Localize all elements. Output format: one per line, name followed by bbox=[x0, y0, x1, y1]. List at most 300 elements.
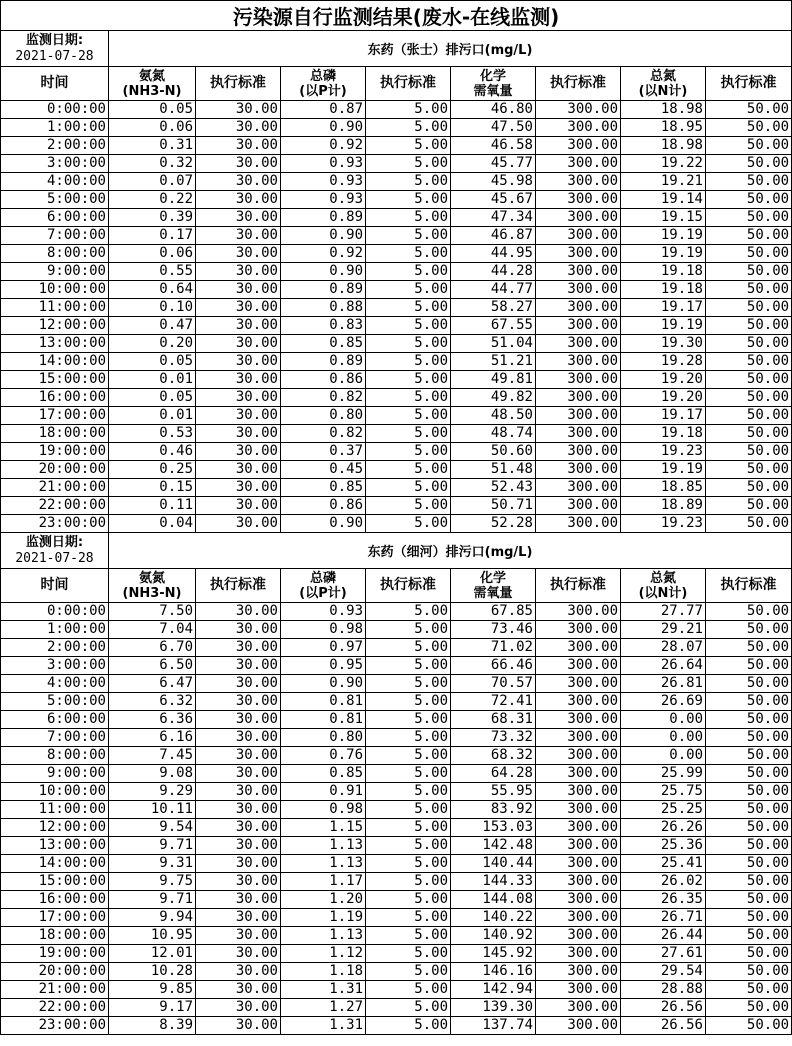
cell-time: 4:00:00 bbox=[1, 173, 109, 191]
cell-tp: 1.12 bbox=[281, 945, 366, 963]
cell-tp: 0.37 bbox=[281, 443, 366, 461]
cell-std1: 30.00 bbox=[196, 245, 281, 263]
table-row bbox=[1, 945, 792, 963]
cell-nh3: 0.04 bbox=[109, 515, 196, 533]
cell-nh3: 0.06 bbox=[109, 119, 196, 137]
cell-std4: 50.00 bbox=[706, 173, 792, 191]
cell-std2: 5.00 bbox=[366, 497, 451, 515]
cell-nh3: 0.53 bbox=[109, 425, 196, 443]
table-row bbox=[1, 119, 792, 137]
cell-std1: 30.00 bbox=[196, 693, 281, 711]
column-header-tp bbox=[281, 569, 366, 603]
cell-time: 19:00:00 bbox=[1, 945, 109, 963]
cell-std2: 5.00 bbox=[366, 909, 451, 927]
cell-nh3: 9.75 bbox=[109, 873, 196, 891]
cell-time: 18:00:00 bbox=[1, 425, 109, 443]
cell-time: 12:00:00 bbox=[1, 317, 109, 335]
table-row bbox=[1, 263, 792, 281]
cell-std4: 50.00 bbox=[706, 855, 792, 873]
cell-std2: 5.00 bbox=[366, 119, 451, 137]
cell-cod: 47.50 bbox=[451, 119, 536, 137]
cell-std2: 5.00 bbox=[366, 479, 451, 497]
cell-std1: 30.00 bbox=[196, 173, 281, 191]
cell-std3: 300.00 bbox=[536, 281, 621, 299]
column-header-std3 bbox=[536, 569, 621, 603]
cell-std4: 50.00 bbox=[706, 801, 792, 819]
cell-time: 2:00:00 bbox=[1, 137, 109, 155]
cell-std4: 50.00 bbox=[706, 909, 792, 927]
header-line-1: 化学 bbox=[479, 68, 506, 84]
cell-std3: 300.00 bbox=[536, 873, 621, 891]
header-line-1: 化学 bbox=[479, 570, 506, 586]
monitoring-date-cell bbox=[1, 533, 109, 569]
table-row bbox=[1, 855, 792, 873]
cell-std4: 50.00 bbox=[706, 407, 792, 425]
cell-time: 0:00:00 bbox=[1, 101, 109, 119]
cell-tp: 1.27 bbox=[281, 999, 366, 1017]
cell-std3: 300.00 bbox=[536, 855, 621, 873]
cell-std4: 50.00 bbox=[706, 137, 792, 155]
table-row bbox=[1, 603, 792, 621]
cell-std3: 300.00 bbox=[536, 497, 621, 515]
cell-tp: 0.82 bbox=[281, 389, 366, 407]
cell-std4: 50.00 bbox=[706, 443, 792, 461]
cell-std4: 50.00 bbox=[706, 765, 792, 783]
header-line-1: 执行标准 bbox=[210, 75, 266, 91]
cell-std3: 300.00 bbox=[536, 479, 621, 497]
header-line-2: (以P计) bbox=[299, 83, 347, 99]
header-line-2: (以N计) bbox=[638, 83, 688, 99]
cell-time: 20:00:00 bbox=[1, 461, 109, 479]
cell-std3: 300.00 bbox=[536, 173, 621, 191]
cell-std4: 50.00 bbox=[706, 281, 792, 299]
cell-std2: 5.00 bbox=[366, 639, 451, 657]
cell-std3: 300.00 bbox=[536, 837, 621, 855]
cell-std2: 5.00 bbox=[366, 675, 451, 693]
cell-tn: 26.35 bbox=[621, 891, 706, 909]
table-row bbox=[1, 281, 792, 299]
cell-std2: 5.00 bbox=[366, 729, 451, 747]
cell-cod: 142.94 bbox=[451, 981, 536, 999]
cell-tp: 0.98 bbox=[281, 621, 366, 639]
cell-std4: 50.00 bbox=[706, 461, 792, 479]
column-header-std1 bbox=[196, 67, 281, 101]
cell-std2: 5.00 bbox=[366, 1017, 451, 1035]
cell-tn: 19.30 bbox=[621, 335, 706, 353]
cell-std3: 300.00 bbox=[536, 425, 621, 443]
cell-std4: 50.00 bbox=[706, 891, 792, 909]
column-header-std3 bbox=[536, 67, 621, 101]
cell-std1: 30.00 bbox=[196, 479, 281, 497]
cell-tp: 0.89 bbox=[281, 281, 366, 299]
cell-std2: 5.00 bbox=[366, 137, 451, 155]
cell-tn: 26.71 bbox=[621, 909, 706, 927]
cell-nh3: 0.01 bbox=[109, 371, 196, 389]
table-row bbox=[1, 425, 792, 443]
cell-tn: 18.89 bbox=[621, 497, 706, 515]
cell-tp: 0.97 bbox=[281, 639, 366, 657]
table-row bbox=[1, 299, 792, 317]
table-row bbox=[1, 371, 792, 389]
cell-std4: 50.00 bbox=[706, 317, 792, 335]
cell-std1: 30.00 bbox=[196, 281, 281, 299]
cell-cod: 52.28 bbox=[451, 515, 536, 533]
cell-tn: 19.20 bbox=[621, 389, 706, 407]
cell-std4: 50.00 bbox=[706, 657, 792, 675]
cell-time: 5:00:00 bbox=[1, 693, 109, 711]
cell-nh3: 0.05 bbox=[109, 101, 196, 119]
cell-std1: 30.00 bbox=[196, 155, 281, 173]
cell-cod: 51.21 bbox=[451, 353, 536, 371]
cell-nh3: 10.28 bbox=[109, 963, 196, 981]
column-header-std2 bbox=[366, 569, 451, 603]
cell-std2: 5.00 bbox=[366, 407, 451, 425]
cell-std3: 300.00 bbox=[536, 119, 621, 137]
cell-tp: 0.76 bbox=[281, 747, 366, 765]
cell-std3: 300.00 bbox=[536, 353, 621, 371]
header-line-1: 时间 bbox=[40, 577, 69, 593]
cell-cod: 72.41 bbox=[451, 693, 536, 711]
cell-std3: 300.00 bbox=[536, 963, 621, 981]
cell-time: 22:00:00 bbox=[1, 497, 109, 515]
cell-tn: 18.95 bbox=[621, 119, 706, 137]
cell-std3: 300.00 bbox=[536, 1017, 621, 1035]
cell-std2: 5.00 bbox=[366, 263, 451, 281]
cell-time: 1:00:00 bbox=[1, 621, 109, 639]
cell-tn: 26.81 bbox=[621, 675, 706, 693]
cell-std1: 30.00 bbox=[196, 909, 281, 927]
cell-tp: 0.83 bbox=[281, 317, 366, 335]
cell-tn: 26.02 bbox=[621, 873, 706, 891]
cell-nh3: 9.31 bbox=[109, 855, 196, 873]
cell-tp: 1.31 bbox=[281, 1017, 366, 1035]
cell-std4: 50.00 bbox=[706, 119, 792, 137]
cell-tp: 1.13 bbox=[281, 837, 366, 855]
cell-tp: 0.92 bbox=[281, 245, 366, 263]
cell-std2: 5.00 bbox=[366, 155, 451, 173]
cell-cod: 73.46 bbox=[451, 621, 536, 639]
cell-time: 15:00:00 bbox=[1, 873, 109, 891]
cell-std1: 30.00 bbox=[196, 1017, 281, 1035]
cell-std4: 50.00 bbox=[706, 729, 792, 747]
cell-tp: 0.85 bbox=[281, 479, 366, 497]
table-row bbox=[1, 729, 792, 747]
column-header-std4 bbox=[706, 569, 792, 603]
column-header-tn bbox=[621, 67, 706, 101]
cell-nh3: 0.10 bbox=[109, 299, 196, 317]
cell-tn: 19.23 bbox=[621, 443, 706, 461]
cell-std3: 300.00 bbox=[536, 101, 621, 119]
cell-std3: 300.00 bbox=[536, 245, 621, 263]
cell-cod: 45.98 bbox=[451, 173, 536, 191]
cell-time: 18:00:00 bbox=[1, 927, 109, 945]
cell-std4: 50.00 bbox=[706, 783, 792, 801]
cell-std4: 50.00 bbox=[706, 837, 792, 855]
cell-std4: 50.00 bbox=[706, 693, 792, 711]
cell-std4: 50.00 bbox=[706, 621, 792, 639]
date-value: 2021-07-28 bbox=[15, 48, 94, 64]
cell-std1: 30.00 bbox=[196, 227, 281, 245]
cell-tp: 1.19 bbox=[281, 909, 366, 927]
cell-cod: 83.92 bbox=[451, 801, 536, 819]
cell-std3: 300.00 bbox=[536, 389, 621, 407]
table-row bbox=[1, 1017, 792, 1035]
header-line-1: 执行标准 bbox=[720, 75, 777, 91]
cell-cod: 45.67 bbox=[451, 191, 536, 209]
cell-time: 11:00:00 bbox=[1, 299, 109, 317]
cell-std2: 5.00 bbox=[366, 461, 451, 479]
cell-tn: 28.88 bbox=[621, 981, 706, 999]
cell-time: 12:00:00 bbox=[1, 819, 109, 837]
cell-tn: 25.25 bbox=[621, 801, 706, 819]
cell-tn: 25.41 bbox=[621, 855, 706, 873]
cell-nh3: 10.95 bbox=[109, 927, 196, 945]
cell-std4: 50.00 bbox=[706, 389, 792, 407]
cell-std4: 50.00 bbox=[706, 515, 792, 533]
header-line-1: 氨氮 bbox=[138, 68, 165, 84]
cell-std2: 5.00 bbox=[366, 999, 451, 1017]
cell-std2: 5.00 bbox=[366, 621, 451, 639]
cell-tp: 0.82 bbox=[281, 425, 366, 443]
cell-std2: 5.00 bbox=[366, 299, 451, 317]
cell-nh3: 7.04 bbox=[109, 621, 196, 639]
cell-tp: 1.20 bbox=[281, 891, 366, 909]
cell-std2: 5.00 bbox=[366, 317, 451, 335]
table-row bbox=[1, 909, 792, 927]
cell-std2: 5.00 bbox=[366, 927, 451, 945]
cell-tn: 26.64 bbox=[621, 657, 706, 675]
cell-std4: 50.00 bbox=[706, 711, 792, 729]
cell-cod: 45.77 bbox=[451, 155, 536, 173]
cell-std4: 50.00 bbox=[706, 263, 792, 281]
cell-time: 15:00:00 bbox=[1, 371, 109, 389]
cell-tp: 0.86 bbox=[281, 497, 366, 515]
header-line-1: 总磷 bbox=[309, 570, 336, 586]
cell-tp: 0.90 bbox=[281, 515, 366, 533]
cell-time: 11:00:00 bbox=[1, 801, 109, 819]
cell-tn: 18.85 bbox=[621, 479, 706, 497]
cell-std3: 300.00 bbox=[536, 227, 621, 245]
header-line-1: 执行标准 bbox=[380, 75, 436, 91]
cell-std4: 50.00 bbox=[706, 227, 792, 245]
cell-time: 21:00:00 bbox=[1, 479, 109, 497]
cell-nh3: 0.11 bbox=[109, 497, 196, 515]
cell-std3: 300.00 bbox=[536, 891, 621, 909]
cell-time: 7:00:00 bbox=[1, 729, 109, 747]
cell-cod: 47.34 bbox=[451, 209, 536, 227]
cell-std4: 50.00 bbox=[706, 981, 792, 999]
column-header-time bbox=[1, 67, 109, 101]
table-row bbox=[1, 443, 792, 461]
table-row bbox=[1, 335, 792, 353]
cell-tn: 26.26 bbox=[621, 819, 706, 837]
table-row bbox=[1, 639, 792, 657]
cell-std1: 30.00 bbox=[196, 981, 281, 999]
table-row bbox=[1, 783, 792, 801]
cell-cod: 68.32 bbox=[451, 747, 536, 765]
cell-std2: 5.00 bbox=[366, 963, 451, 981]
cell-time: 22:00:00 bbox=[1, 999, 109, 1017]
table-row bbox=[1, 981, 792, 999]
cell-std4: 50.00 bbox=[706, 101, 792, 119]
cell-tp: 1.17 bbox=[281, 873, 366, 891]
cell-cod: 137.74 bbox=[451, 1017, 536, 1035]
cell-std1: 30.00 bbox=[196, 873, 281, 891]
cell-cod: 51.48 bbox=[451, 461, 536, 479]
cell-tn: 19.19 bbox=[621, 317, 706, 335]
cell-std1: 30.00 bbox=[196, 119, 281, 137]
table-row bbox=[1, 693, 792, 711]
column-header-std4 bbox=[706, 67, 792, 101]
cell-time: 13:00:00 bbox=[1, 335, 109, 353]
cell-nh3: 9.29 bbox=[109, 783, 196, 801]
cell-std3: 300.00 bbox=[536, 729, 621, 747]
cell-time: 4:00:00 bbox=[1, 675, 109, 693]
cell-time: 2:00:00 bbox=[1, 639, 109, 657]
cell-std3: 300.00 bbox=[536, 603, 621, 621]
header-line-1: 执行标准 bbox=[210, 577, 266, 593]
cell-std3: 300.00 bbox=[536, 209, 621, 227]
cell-std2: 5.00 bbox=[366, 371, 451, 389]
cell-std1: 30.00 bbox=[196, 729, 281, 747]
cell-tp: 1.18 bbox=[281, 963, 366, 981]
cell-std1: 30.00 bbox=[196, 963, 281, 981]
cell-tn: 19.14 bbox=[621, 191, 706, 209]
cell-cod: 44.77 bbox=[451, 281, 536, 299]
cell-std3: 300.00 bbox=[536, 621, 621, 639]
cell-std3: 300.00 bbox=[536, 927, 621, 945]
cell-time: 17:00:00 bbox=[1, 407, 109, 425]
cell-time: 9:00:00 bbox=[1, 263, 109, 281]
cell-std4: 50.00 bbox=[706, 299, 792, 317]
cell-tn: 0.00 bbox=[621, 747, 706, 765]
cell-cod: 145.92 bbox=[451, 945, 536, 963]
table-row bbox=[1, 873, 792, 891]
column-header-time bbox=[1, 569, 109, 603]
cell-tn: 27.61 bbox=[621, 945, 706, 963]
cell-tn: 19.18 bbox=[621, 425, 706, 443]
table-row bbox=[1, 657, 792, 675]
cell-tn: 19.23 bbox=[621, 515, 706, 533]
cell-time: 8:00:00 bbox=[1, 747, 109, 765]
cell-std1: 30.00 bbox=[196, 801, 281, 819]
cell-tp: 0.93 bbox=[281, 155, 366, 173]
header-line-2: (以P计) bbox=[299, 585, 347, 601]
column-header-row bbox=[1, 67, 792, 101]
cell-std4: 50.00 bbox=[706, 603, 792, 621]
cell-cod: 55.95 bbox=[451, 783, 536, 801]
cell-std1: 30.00 bbox=[196, 747, 281, 765]
cell-cod: 67.55 bbox=[451, 317, 536, 335]
cell-std4: 50.00 bbox=[706, 155, 792, 173]
cell-std2: 5.00 bbox=[366, 335, 451, 353]
cell-tp: 0.91 bbox=[281, 783, 366, 801]
cell-time: 5:00:00 bbox=[1, 191, 109, 209]
table-row bbox=[1, 801, 792, 819]
cell-cod: 51.04 bbox=[451, 335, 536, 353]
cell-std3: 300.00 bbox=[536, 639, 621, 657]
cell-tn: 25.99 bbox=[621, 765, 706, 783]
cell-tp: 0.98 bbox=[281, 801, 366, 819]
column-header-tn bbox=[621, 569, 706, 603]
cell-std1: 30.00 bbox=[196, 299, 281, 317]
cell-time: 10:00:00 bbox=[1, 783, 109, 801]
cell-std4: 50.00 bbox=[706, 639, 792, 657]
cell-nh3: 0.55 bbox=[109, 263, 196, 281]
cell-std3: 300.00 bbox=[536, 765, 621, 783]
cell-std4: 50.00 bbox=[706, 497, 792, 515]
cell-nh3: 6.50 bbox=[109, 657, 196, 675]
cell-std1: 30.00 bbox=[196, 191, 281, 209]
cell-std4: 50.00 bbox=[706, 963, 792, 981]
cell-nh3: 7.45 bbox=[109, 747, 196, 765]
cell-cod: 67.85 bbox=[451, 603, 536, 621]
table-row bbox=[1, 101, 792, 119]
cell-nh3: 9.94 bbox=[109, 909, 196, 927]
cell-std3: 300.00 bbox=[536, 747, 621, 765]
cell-std2: 5.00 bbox=[366, 783, 451, 801]
cell-tn: 29.54 bbox=[621, 963, 706, 981]
section-header-row bbox=[1, 533, 792, 569]
header-line-1: 执行标准 bbox=[380, 577, 436, 593]
cell-nh3: 0.15 bbox=[109, 479, 196, 497]
cell-time: 9:00:00 bbox=[1, 765, 109, 783]
cell-cod: 52.43 bbox=[451, 479, 536, 497]
cell-std1: 30.00 bbox=[196, 209, 281, 227]
cell-std3: 300.00 bbox=[536, 335, 621, 353]
cell-std1: 30.00 bbox=[196, 639, 281, 657]
cell-tp: 0.90 bbox=[281, 675, 366, 693]
cell-time: 6:00:00 bbox=[1, 711, 109, 729]
cell-tn: 19.19 bbox=[621, 227, 706, 245]
cell-std3: 300.00 bbox=[536, 407, 621, 425]
cell-std2: 5.00 bbox=[366, 425, 451, 443]
cell-time: 1:00:00 bbox=[1, 119, 109, 137]
cell-nh3: 0.46 bbox=[109, 443, 196, 461]
cell-std2: 5.00 bbox=[366, 945, 451, 963]
cell-std4: 50.00 bbox=[706, 425, 792, 443]
cell-tn: 19.17 bbox=[621, 407, 706, 425]
date-label: 监测日期: bbox=[25, 32, 84, 48]
cell-std4: 50.00 bbox=[706, 927, 792, 945]
cell-nh3: 0.05 bbox=[109, 353, 196, 371]
cell-std2: 5.00 bbox=[366, 173, 451, 191]
table-row bbox=[1, 209, 792, 227]
cell-cod: 73.32 bbox=[451, 729, 536, 747]
cell-std1: 30.00 bbox=[196, 603, 281, 621]
cell-nh3: 9.17 bbox=[109, 999, 196, 1017]
cell-time: 6:00:00 bbox=[1, 209, 109, 227]
cell-std3: 300.00 bbox=[536, 191, 621, 209]
cell-time: 16:00:00 bbox=[1, 891, 109, 909]
cell-cod: 46.87 bbox=[451, 227, 536, 245]
cell-nh3: 9.71 bbox=[109, 837, 196, 855]
cell-cod: 49.82 bbox=[451, 389, 536, 407]
cell-std3: 300.00 bbox=[536, 317, 621, 335]
cell-nh3: 0.17 bbox=[109, 227, 196, 245]
table-row bbox=[1, 621, 792, 639]
cell-std3: 300.00 bbox=[536, 371, 621, 389]
cell-nh3: 0.06 bbox=[109, 245, 196, 263]
cell-cod: 44.28 bbox=[451, 263, 536, 281]
cell-std4: 50.00 bbox=[706, 819, 792, 837]
cell-tn: 26.69 bbox=[621, 693, 706, 711]
cell-tn: 19.19 bbox=[621, 461, 706, 479]
cell-time: 23:00:00 bbox=[1, 1017, 109, 1035]
cell-std4: 50.00 bbox=[706, 191, 792, 209]
cell-cod: 48.50 bbox=[451, 407, 536, 425]
table-row bbox=[1, 407, 792, 425]
